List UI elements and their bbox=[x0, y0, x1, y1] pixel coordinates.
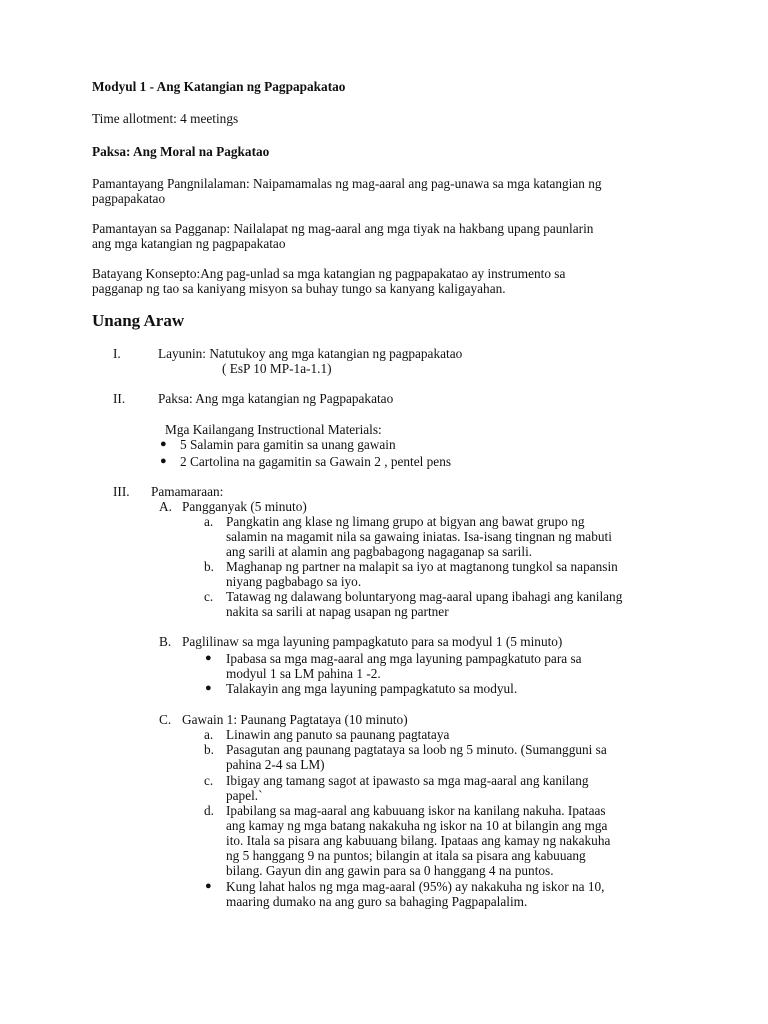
step-line: niyang pagbabago sa iyo. bbox=[226, 574, 362, 589]
bullet-icon: ● bbox=[160, 455, 167, 467]
bullet-icon: ● bbox=[205, 652, 212, 664]
step-line: Ibigay ang tamang sagot at ipawasto sa mga mag-aaral ang kanilang bbox=[226, 773, 589, 788]
subsection-title: Pangganyak (5 minuto) bbox=[182, 499, 307, 514]
bullet-line: maaring dumako na ang guro sa bahaging Pagpapalalim. bbox=[226, 894, 528, 909]
pangnilalaman-line: Pamantayang Pangnilalaman: Naipamamalas ng mag-aaral ang pag-unawa sa mga katangian ng bbox=[92, 176, 602, 191]
bullet-icon: ● bbox=[205, 682, 212, 694]
module-title: Modyul 1 - Ang Katangian ng Pagpapakatao bbox=[92, 79, 346, 94]
materials-label: Mga Kailangang Instructional Materials: bbox=[165, 422, 382, 437]
step-line: Maghanap ng partner na malapit sa iyo at magtanong tungkol sa napansin bbox=[226, 559, 618, 574]
item-text: Pamamaraan: bbox=[151, 484, 224, 499]
step-line: ang sarili at alamin ang pagbabagong nagaganap sa sarili. bbox=[226, 544, 533, 559]
step-line: ang kamay ng mga batang nakakuha ng iskor na 10 at bilangin ang mga bbox=[226, 818, 608, 833]
step-line: nakita sa sarili at napag usapan ng partner bbox=[226, 604, 449, 619]
item-number: III. bbox=[113, 484, 130, 499]
step-line: Pangkatin ang klase ng limang grupo at bigyan ang bawat grupo ng bbox=[226, 514, 585, 529]
competency-code: ( EsP 10 MP-1a-1.1) bbox=[222, 361, 332, 376]
step-line: bilang. Gayun din ang gawin para sa 0 hanggang 4 na puntos. bbox=[226, 863, 554, 878]
item-text: Layunin: Natutukoy ang mga katangian ng pagpapakatao bbox=[158, 346, 463, 361]
step-line: papel.` bbox=[226, 788, 263, 803]
bullet-icon: ● bbox=[205, 880, 212, 892]
konsepto-line: pagganap ng tao sa kaniyang misyon sa buhay tungo sa kanyang kaligayahan. bbox=[92, 281, 506, 296]
konsepto-line: Batayang Konsepto:Ang pag-unlad sa mga katangian ng pagpapakatao ay instrumento sa bbox=[92, 266, 566, 281]
material-item: 2 Cartolina na gagamitin sa Gawain 2 , pentel pens bbox=[180, 454, 452, 469]
subsection-title: Gawain 1: Paunang Pagtataya (10 minuto) bbox=[182, 712, 408, 727]
step-label: b. bbox=[204, 559, 214, 574]
time-allotment: Time allotment: 4 meetings bbox=[92, 111, 239, 126]
subsection-label: A. bbox=[159, 499, 172, 514]
step-label: a. bbox=[204, 514, 214, 529]
pagganap-line: ang mga katangian ng pagpapakatao bbox=[92, 236, 286, 251]
bullet-line: Kung lahat halos ng mga mag-aaral (95%) ay nakakuha ng iskor na 10, bbox=[226, 879, 605, 894]
step-line: salamin na magamit nila sa gawaing iniatas. Isa-isang tingnan ng mabuti bbox=[226, 529, 612, 544]
step-line: pahina 2-4 sa LM) bbox=[226, 757, 325, 772]
bullet-line: Talakayin ang mga layuning pampagkatuto sa modyul. bbox=[226, 681, 518, 696]
bullet-line: Ipabasa sa mga mag-aaral ang mga layuning pampagkatuto para sa bbox=[226, 651, 582, 666]
section-title: Unang Araw bbox=[92, 311, 185, 330]
subsection-label: B. bbox=[159, 634, 172, 649]
step-line: ito. Itala sa pisara ang kabuuang bilang. Ipataas ang kamay ng nakakuha bbox=[226, 833, 611, 848]
subsection-label: C. bbox=[159, 712, 172, 727]
bullet-line: modyul 1 sa LM pahina 1 -2. bbox=[226, 666, 381, 681]
pagganap-line: Pamantayan sa Pagganap: Nailalapat ng mag-aaral ang mga tiyak na hakbang upang paunlarin bbox=[92, 221, 594, 236]
pangnilalaman-line: pagpapakatao bbox=[92, 191, 166, 206]
step-label: d. bbox=[204, 803, 214, 818]
step-line: Linawin ang panuto sa paunang pagtataya bbox=[226, 727, 450, 742]
step-line: Ipabilang sa mag-aaral ang kabuuang iskor na kanilang nakuha. Ipataas bbox=[226, 803, 606, 818]
step-label: b. bbox=[204, 742, 214, 757]
bullet-icon: ● bbox=[160, 438, 167, 450]
step-label: c. bbox=[204, 773, 214, 788]
subsection-title: Paglilinaw sa mga layuning pampagkatuto para sa modyul 1 (5 minuto) bbox=[182, 634, 563, 649]
item-number: II. bbox=[113, 391, 126, 406]
step-label: c. bbox=[204, 589, 214, 604]
step-label: a. bbox=[204, 727, 214, 742]
material-item: 5 Salamin para gamitin sa unang gawain bbox=[180, 437, 396, 452]
step-line: ng 5 hanggang 9 na puntos; bilangin at itala sa pisara ang kabuuang bbox=[226, 848, 586, 863]
item-number: I. bbox=[113, 346, 121, 361]
paksa-heading: Paksa: Ang Moral na Pagkatao bbox=[92, 144, 270, 159]
item-text: Paksa: Ang mga katangian ng Pagpapakatao bbox=[158, 391, 394, 406]
step-line: Pasagutan ang paunang pagtataya sa loob ng 5 minuto. (Sumangguni sa bbox=[226, 742, 607, 757]
step-line: Tatawag ng dalawang boluntaryong mag-aaral upang ibahagi ang kanilang bbox=[226, 589, 623, 604]
